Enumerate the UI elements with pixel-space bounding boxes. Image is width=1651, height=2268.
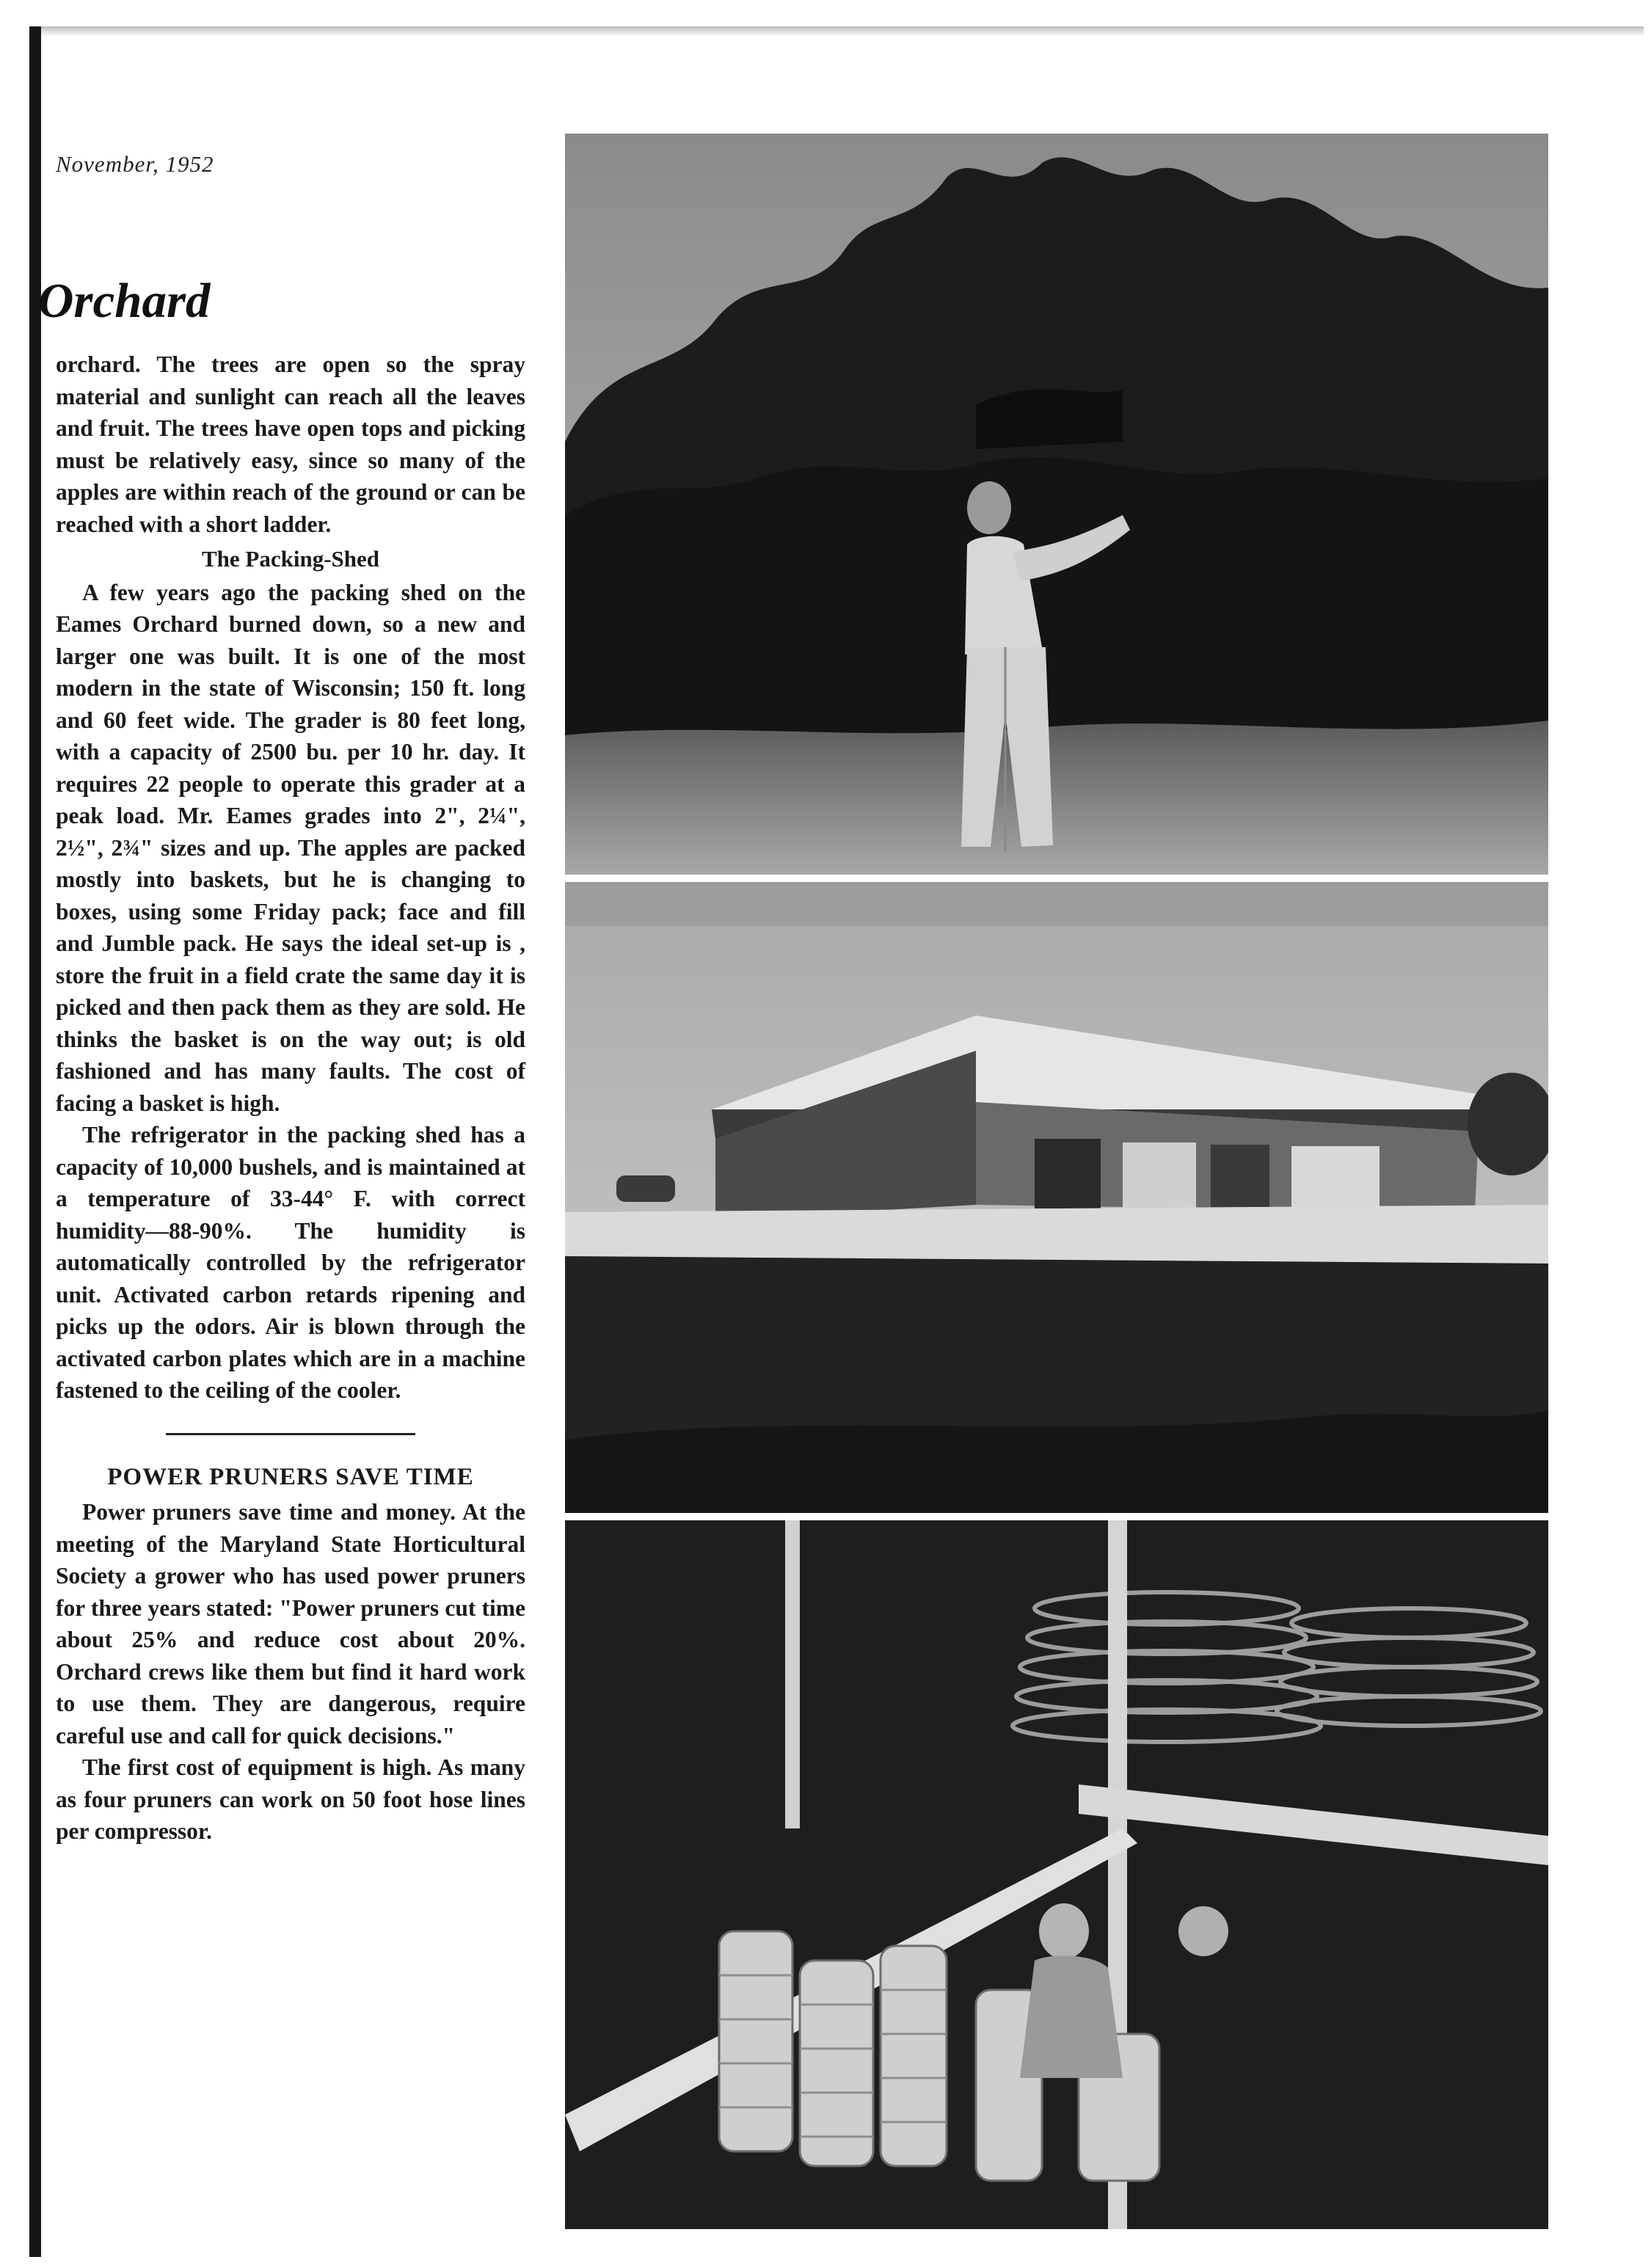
refrigerator-paragraph: The refrigerator in the packing shed has a capacity of 10,000 bushels, and is maintained at a temperature of 33-44° F. with correct humidity—88-90%. The humidity is automatically controlled by the refrigerator unit. Activated carbon retards ripening and picks up the odors. Air is blown through the activated carbon plates which are in a machine fastened to the ceiling of the cooler. xyxy=(56,1122,525,1403)
photo-packing-shed xyxy=(565,882,1548,1513)
packing-shed-paragraph: A few years ago the packing shed on the Eames Orchard burned down, so a new and larger one was built. It is one of the most modern in the state of Wisconsin; 150 ft. long and 60 feet wide. The grader is 80 feet long, with a capacity of 2500 bu. per 10 hr. day. It requires 22 people to operate this grader at a peak load. Mr. Eames grades into 2", 2¼", 2½", 2¾" sizes and up. The apples are packed mostly into baskets, but he is changing to boxes, using some Friday pack; face and fill and Jumble pack. He says the ideal set-up is , store the fruit in a field crate the same day it is picked and then pack them as they are sold. He thinks the basket is on the way out; is old fashioned and has many faults. The cost of facing a basket is high. xyxy=(56,579,525,1116)
equipment-cost-paragraph: The first cost of equipment is high. As many as four pruners can work on 50 foot hose lines per compressor. xyxy=(56,1754,525,1844)
article-heading: Orchard xyxy=(38,274,211,328)
intro-paragraph: orchard. The trees are open so the spray material and sunlight can reach all the leaves and fruit. The trees have open tops and picking must be relatively easy, since so many of the apples are within reach of the ground or can be reached with a short ladder. xyxy=(56,351,525,537)
page-top-shadow xyxy=(29,26,1644,37)
power-pruners-heading: POWER PRUNERS SAVE TIME xyxy=(107,1463,474,1490)
photo-stack xyxy=(565,134,1548,2229)
section-divider xyxy=(166,1433,415,1435)
photo-baskets-interior xyxy=(565,1520,1548,2229)
text-column xyxy=(56,349,525,1848)
packing-shed-subheading: The Packing-Shed xyxy=(201,546,380,572)
page-left-border xyxy=(29,26,41,2257)
power-pruners-paragraph: Power pruners save time and money. At the meeting of the Maryland State Horticultural Society a grower who has used power pruners for three years stated: "Power pruners cut time about 25% and reduce cost about 20%. Orchard crews like them but find it hard work to use them. They are dangerous, require careful use and call for quick decisions." xyxy=(56,1499,525,1749)
photo-orchard-trees xyxy=(565,134,1548,875)
issue-date: November, 1952 xyxy=(56,151,214,177)
